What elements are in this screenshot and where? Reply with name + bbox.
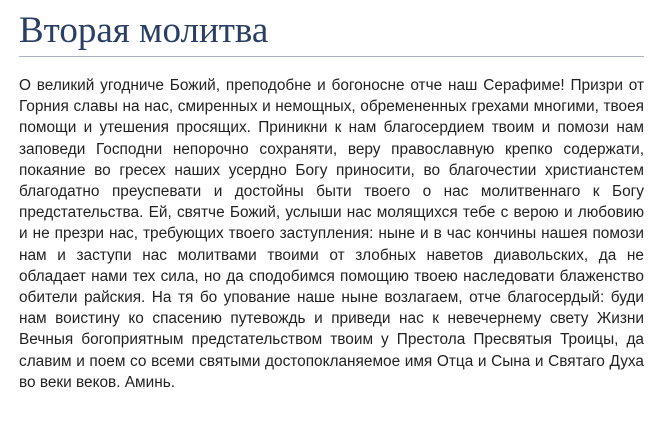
prayer-text: О великий угодниче Божий, преподобне и богоносне отче наш Серафиме! Призри от Горния славы на нас, смиренных и немощных, обремененных грехами многими, твоея помощи и утешения просящих. Приникни к нам благосердием твоим и помози нам заповеди Господни непорочно сохраняти, веру православную крепко содержати, покаяние во гресех наших усердно Богу приносити, во благочестии христианстем благодатно преуспевати и достойны быти твоего о нас молитвеннаго к Богу предстательства. Ей, святче Божий, услыши нас молящихся тебе с верою и любовию и не презри нас, требующих твоего заступления: ныне и в час кончины нашея помози нам и заступи нас молитвами твоими от злобных наветов диавольских, да не обладает нами тех сила, но да сподобимся помощию твоею наследовати блаженство обители райския. На тя бо упование наше ныне возлагаем, отче благосердый: буди нам воистину ко спасению путевождь и приведи нас к невечернему свету Жизни Вечныя богоприятным предстательством твоим у Престола Пресвятыя Троицы, да славим и поем со всеми святыми достопокланяемое имя Отца и Сына и Святаго Духа во веки веков. Аминь.	[19, 77, 644, 391]
title-divider	[19, 56, 644, 57]
page-title: Вторая молитва	[19, 10, 269, 51]
